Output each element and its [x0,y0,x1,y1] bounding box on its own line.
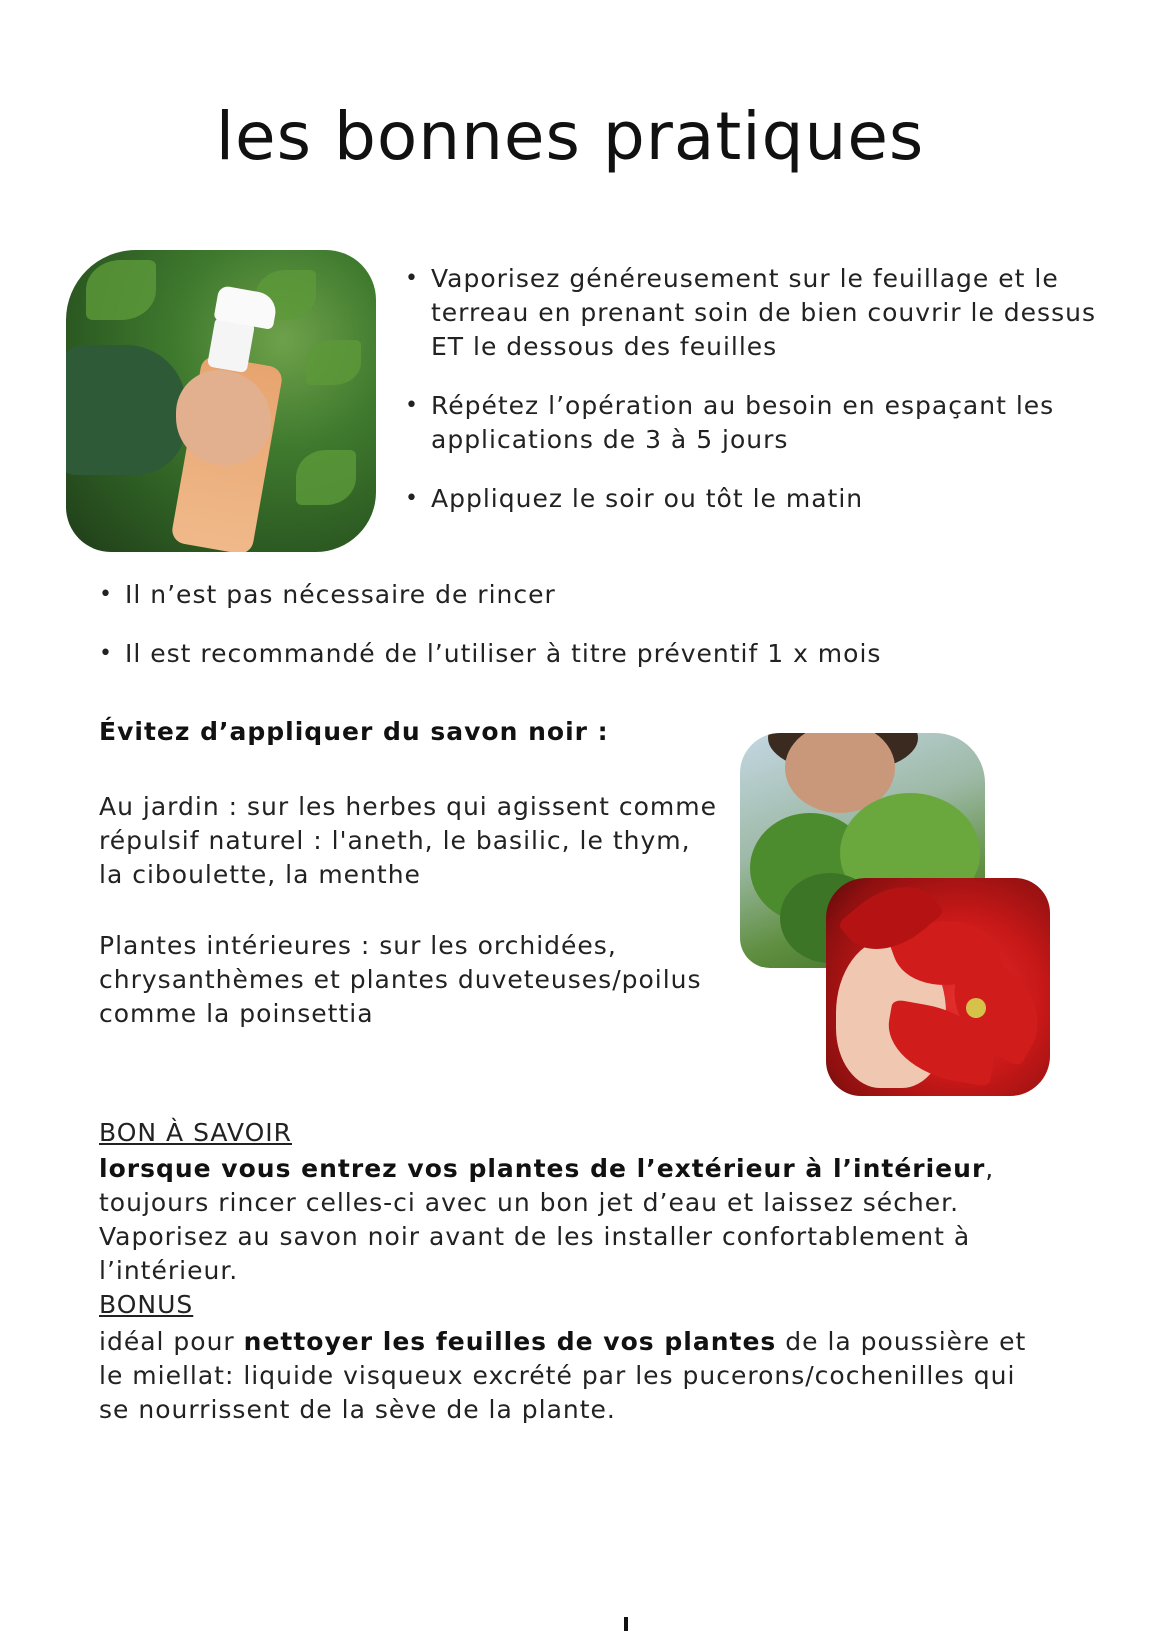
bon-a-savoir-text [99,1152,1049,1288]
spray-bottle-photo [66,250,376,552]
flower-center-shape [966,998,986,1018]
indoor-text: Plantes intérieures : sur les orchidées, chrysanthèmes et plantes duveteuses/poilus comme la poinsettia [99,931,702,1028]
bonus-before: idéal pour [99,1327,244,1356]
garden-text: Au jardin : sur les herbes qui agissent comme répulsif naturel : l'aneth, le basilic, le thym, la ciboulette, la menthe [99,792,717,889]
bullet-item: • Répétez l’opération au besoin en espaçant les applications de 3 à 5 jours [405,389,1105,457]
bullet-item: • Vaporisez généreusement sur le feuillage et le terreau en prenant soin de bien couvrir le dessus ET le dessous des feuilles [405,262,1105,364]
bon-a-savoir-bold: lorsque vous entrez vos plantes de l’extérieur à l’intérieur [99,1154,986,1183]
sleeve-shape [66,345,186,475]
leaf-shape [306,340,361,385]
page-title: les bonnes pratiques [215,98,925,175]
bonus-title: BONUS [99,1290,194,1319]
bonus-text [99,1325,1049,1427]
bon-a-savoir-rest: , toujours rincer celles-ci avec un bon jet d’eau et laissez sécher. Vaporisez au savon noir avant de les installer confortablement à l’intérieur. [99,1154,995,1285]
bullet-item: • Il est recommandé de l’utiliser à titre préventif 1 x mois [99,637,999,671]
bonus-bold: nettoyer les feuilles de vos plantes [243,1327,777,1356]
top-bullet-list [405,262,1105,541]
bon-a-savoir-title: BON À SAVOIR [99,1118,293,1147]
bullet-item: • Il n’est pas nécessaire de rincer [99,578,999,612]
bullet-item: • Appliquez le soir ou tôt le matin [405,482,1105,516]
leaf-shape [296,450,356,505]
bonus-after: de la poussière et le miellat: liquide visqueux excrété par les pucerons/cochenilles qui se nourrissent de la sève de la plante. [99,1327,1027,1424]
avoid-heading: Évitez d’appliquer du savon noir : [99,717,609,746]
leaf-shape [86,260,156,320]
poinsettia-photo [826,878,1050,1096]
mid-bullet-list [99,578,999,696]
page-edge-mark [624,1617,628,1631]
